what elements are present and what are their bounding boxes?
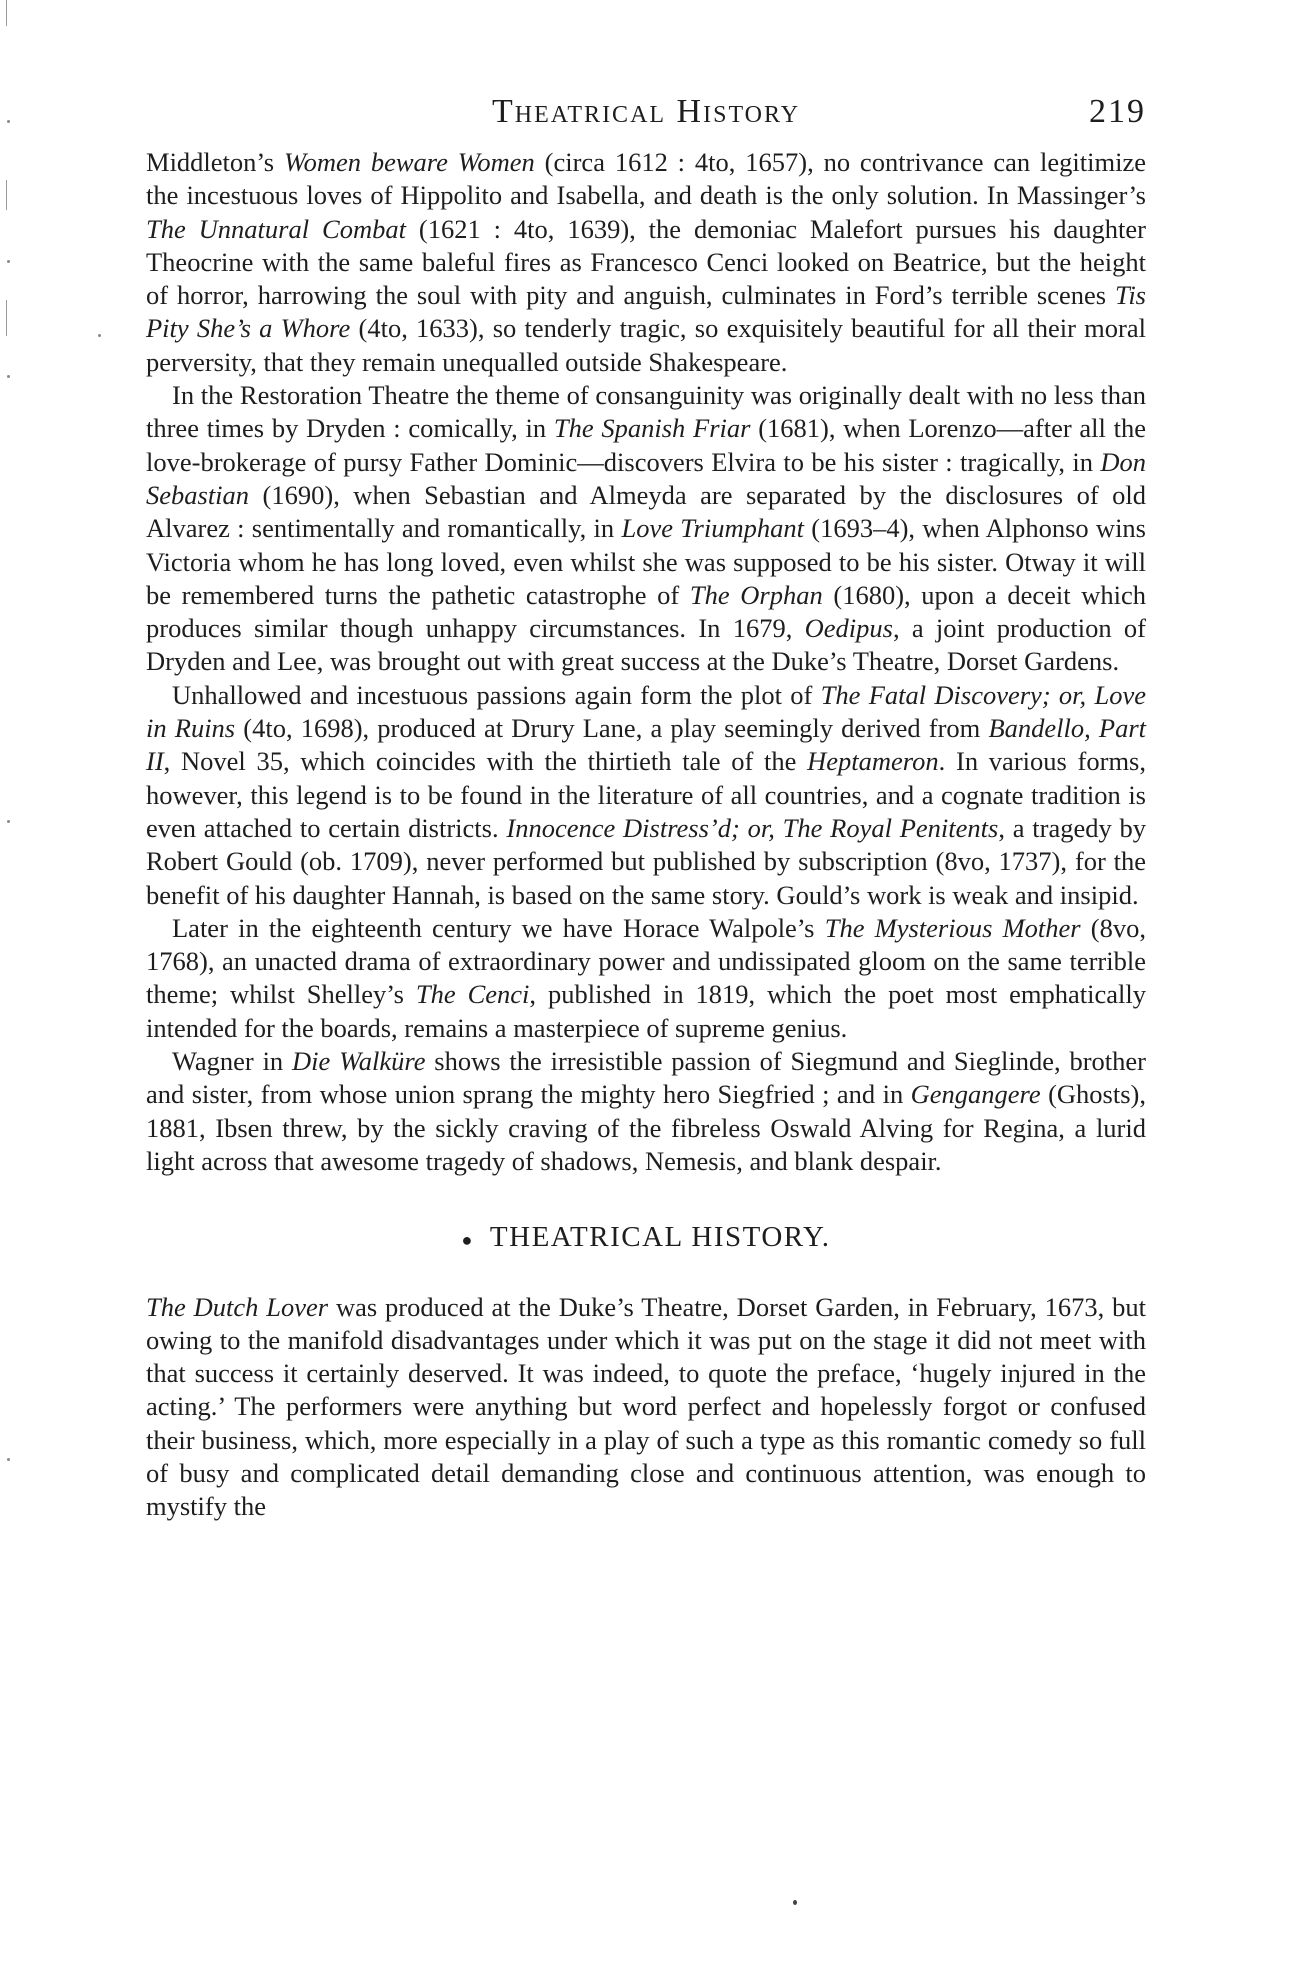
- scan-margin-dot: [7, 1458, 10, 1461]
- paragraph-wagner-ibsen: Wagner in Die Walküre shows the irresistible passion of Siegmund and Sieglinde, brother and sister, from whose union sprang the mighty hero Siegfried ; and in Gengangere (Ghosts), 1881, Ibsen threw, by the sickly craving of the fibreless Oswald Alving for Regina, a lurid light across that awesome tragedy of shadows, Nemesis, and blank despair.: [146, 1046, 1146, 1176]
- paragraph-walpole-shelley: Later in the eighteenth century we have Horace Walpole’s The Mysterious Mother (8vo, 1768), an unacted drama of extraordinary power and undissipated gloom on the same terrible theme; whilst Shelley’s The Cenci, published in 1819, which the poet most emphatically intended for the boards, remains a masterpiece of supreme genius.: [146, 912, 1147, 1043]
- paragraph-middleton-massinger-ford: Middleton’s Women beware Women (circa 1612 : 4to, 1657), no contrivance can legitimize the incestuous loves of Hippolito and Isabella, and death is the only solution. In Massinger’s The Unnatural Combat (1621 : 4to, 1639), the demoniac Malefort pursues his daughter Theocrine with the same baleful fires as Francesco Cenci looked on Beatrice, but the height of horror, harrowing the soul with pity and anguish, culminates in Ford’s terrible scenes Tis Pity She’s a Whore (4to, 1633), so tenderly tragic, so exquisitely beautiful for all their moral perversity, that they remain unequalled outside Shakespeare.: [146, 147, 1146, 377]
- scan-margin-dot: [98, 334, 101, 337]
- running-head: [146, 90, 1146, 134]
- page-number: 219: [1089, 93, 1146, 130]
- scan-margin-dot: [7, 820, 10, 823]
- running-title: Theatrical History: [491, 93, 801, 130]
- scan-margin-line: [6, 180, 7, 210]
- paragraph-dutch-lover: The Dutch Lover was produced at the Duke’s Theatre, Dorset Garden, in February, 1673, but owing to the manifold disadvantages under which it was put on the stage it did not meet with that success it certainly deserved. It was indeed, to quote the preface, ‘hugely injured in the acting.’ The performers were anything but word perfect and hopelessly forgot or confused their business, which, more especially in a play of such a type as this romantic comedy so full of busy and complicated detail demanding close and continuous attention, was enough to mystify the: [146, 1291, 1146, 1522]
- scan-margin-dot: [7, 120, 10, 123]
- paragraph-restoration-theatre: In the Restoration Theatre the theme of consanguinity was originally dealt with no less than three times by Dryden : comically, in The Spanish Friar (1681), when Lorenzo—after all the love-brokerage of pursy Father Dominic—discovers Elvira to be his sister : tragically, in Don Sebastian (1690), when Sebastian and Almeyda are separated by the disclosures of old Alvarez : sentimentally and romantically, in Love Triumphant (1693–4), when Alphonso wins Victoria whom he has long loved, even whilst she was supposed to be his sister. Otway it will be remembered turns the pathetic catastrophe of The Orphan (1680), upon a deceit which produces similar though unhappy circumstances. In 1679, Oedipus, a joint production of Dryden and Lee, was brought out with great success at the Duke’s Theatre, Dorset Gardens.: [146, 380, 1147, 677]
- scan-margin-line: [6, 300, 7, 336]
- bullet-icon: ●: [461, 1229, 474, 1250]
- scan-margin-line: [6, 0, 7, 26]
- paragraph-fatal-discovery: Unhallowed and incestuous passions again form the plot of The Fatal Discovery; or, Love in Ruins (4to, 1698), produced at Drury Lane, a play seemingly derived from Bandello, Part II, Novel 35, which coincides with the thirtieth tale of the Heptameron. In various forms, however, this legend is to be found in the literature of all countries, and a cognate tradition is even attached to certain districts. Innocence Distress’d; or, The Royal Penitents, a tragedy by Robert Gould (ob. 1709), never performed but published by subscription (8vo, 1737), for the benefit of his daughter Hannah, is based on the same story. Gould’s work is weak and insipid.: [146, 679, 1146, 910]
- scan-margin-dot: [7, 260, 10, 263]
- scan-margin-dot: [7, 375, 10, 378]
- body-text: [146, 146, 1146, 1524]
- scan-footer-dot: [793, 1900, 797, 1905]
- section-heading: ● THEATRICAL HISTORY.: [461, 1221, 831, 1254]
